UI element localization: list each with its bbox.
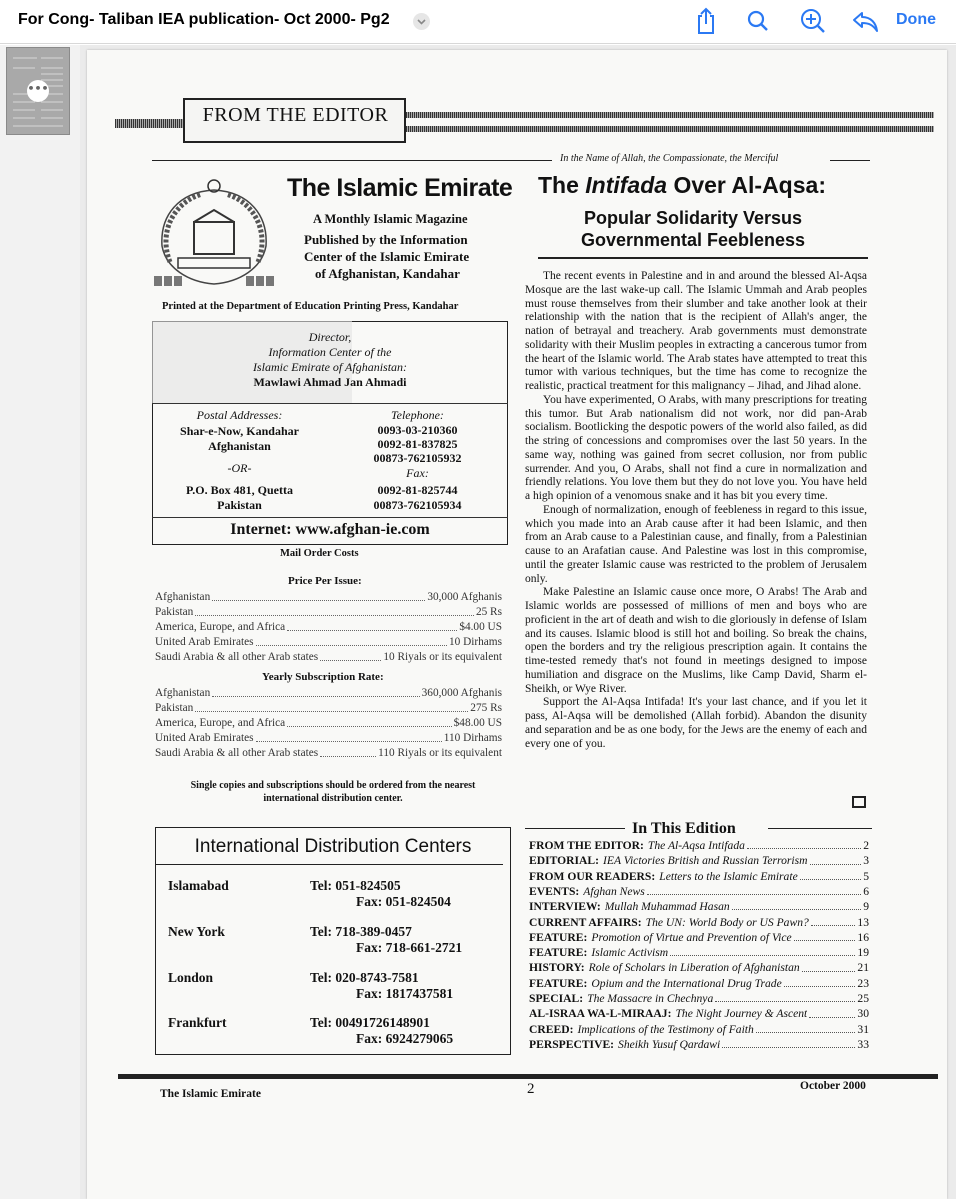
more-options-icon[interactable]: •••: [27, 80, 49, 102]
rate-row: [155, 650, 502, 665]
rate-region: Saudi Arabia & all other Arab states: [155, 747, 319, 759]
rate-row: [155, 716, 502, 731]
page-number: 2: [527, 1081, 535, 1097]
toc-section: PERSPECTIVE:: [529, 1037, 615, 1051]
phone-heading: Telephone:: [391, 408, 444, 422]
rate-price: 30,000 Afghanis: [427, 591, 502, 603]
toc-page: 25: [857, 992, 869, 1005]
fax-number: 0092-81-825744: [377, 483, 458, 497]
city-name: New York: [168, 924, 225, 939]
toc-item[interactable]: [529, 853, 869, 868]
postal-line: Shar-e-Now, Kandahar: [180, 424, 299, 438]
dot-leader: [287, 620, 457, 631]
fax-number: Fax: 718-661-2721: [356, 940, 463, 955]
toc-item[interactable]: [529, 991, 869, 1006]
share-icon[interactable]: [690, 6, 722, 36]
toc-item[interactable]: [529, 884, 869, 899]
toc-page: 9: [863, 900, 869, 914]
toc-article: Promotion of Virtue and Prevention of Vice: [591, 930, 792, 944]
emblem-icon: [148, 172, 280, 290]
dot-leader: [800, 869, 861, 880]
dot-leader: [287, 716, 451, 727]
toc-article: Islamic Activism: [591, 946, 669, 960]
document-title: For Cong- Taliban IEA publication- Oct 2000- Pg2: [18, 11, 390, 28]
director-line: Islamic Emirate of Afghanistan:: [252, 360, 408, 374]
dot-leader: [784, 976, 856, 987]
header-rule: [406, 112, 934, 118]
article-paragraph: Make Palestine an Islamic cause once more, O Arabs! The Arab and Islamic worlds are possessed of millions of men and boys who are proficient in the art of death and wish to die gloriously in defense of Islam and its causes. Islamic blood is still hot and boiling. So break the chains, open the borders and try the religious prescription again. It contains the time-tested remedy that's not found in meetings designed to impose humiliation and disgrace on the Muslims, like Camp David, Sharm el-Sheikh, or Wye River.: [525, 586, 867, 695]
tel-number: Tel: 051-824505: [310, 878, 401, 893]
toc-page: 21: [857, 961, 869, 975]
city-name: Frankfurt: [168, 1015, 227, 1030]
dot-leader: [320, 746, 376, 757]
dot-leader: [647, 884, 861, 895]
rule: [155, 864, 503, 865]
toc-page: 6: [863, 884, 869, 898]
article-paragraph: The recent events in Palestine and in and around the blessed Al-Aqsa Mosque are the last wake-up call. The Islamic Ummah and Arab peoples must rouse themselves from their slumber and take another look at their relationship with the nation that is the recipient of Allah's anger, the nation of betrayal and treachery. Arab governments must demonstrate solidarity with their Muslim peoples in extracting a cancerous tumor from the heart of the Islamic world. The Arab states have attempted to treat this tumor with various techniques, but the time has come to recognize the realistic, practical treatment for this malignancy – Jihad, and Jihad alone.: [525, 270, 867, 392]
toc-page: 13: [857, 915, 869, 929]
toc-page: 33: [857, 1037, 869, 1051]
city-name: Islamabad: [168, 878, 229, 893]
postal-line: Afghanistan: [208, 439, 271, 453]
toc-article: Implications of the Testimony of Faith: [577, 1022, 754, 1036]
toc-section: FROM OUR READERS:: [529, 869, 656, 883]
magazine-name: The Islamic Emirate: [287, 174, 513, 202]
distribution-title: International Distribution Centers: [194, 836, 472, 857]
footer-title: The Islamic Emirate: [160, 1088, 261, 1100]
publisher-line: Center of the Islamic Emirate: [304, 249, 470, 264]
toc-item[interactable]: [529, 960, 869, 975]
rate-price: $48.00 US: [453, 717, 502, 729]
rate-price: 10 Dirhams: [448, 636, 502, 648]
toc-article: Role of Scholars in Liberation of Afghanistan: [588, 961, 800, 975]
article-title-italic: Intifada: [585, 172, 668, 198]
phone-number: 0093-03-210360: [377, 423, 458, 437]
fax-number: Fax: 051-824504: [356, 894, 451, 909]
price-heading: Price Per Issue:: [288, 575, 362, 587]
toc-article: Opium and the International Drug Trade: [591, 976, 782, 990]
yearly-heading: Yearly Subscription Rate:: [262, 671, 384, 683]
toc-article: The Al-Aqsa Intifada: [647, 839, 745, 852]
postal-heading: Postal Addresses:: [196, 408, 283, 422]
toc-item[interactable]: [529, 1006, 869, 1021]
toc-section: AL-ISRAA WA-L-MIRAAJ:: [529, 1007, 672, 1021]
dot-leader: [810, 853, 862, 864]
dot-leader: [212, 686, 419, 697]
toc-article: Afghan News: [583, 884, 645, 898]
toc-section: EVENTS:: [529, 884, 580, 898]
postal-line: Pakistan: [217, 498, 262, 512]
dot-leader: [212, 590, 425, 601]
done-button[interactable]: Done: [896, 11, 936, 28]
rule: [152, 517, 508, 518]
article-title-part: The: [538, 172, 579, 198]
markup-icon[interactable]: [797, 6, 829, 36]
fax-number: 00873-762105934: [373, 498, 462, 512]
dot-leader: [811, 915, 856, 926]
phone-number: 0092-81-837825: [377, 437, 458, 451]
toc-item[interactable]: [529, 976, 869, 991]
dot-leader: [195, 605, 474, 616]
rule: [152, 403, 508, 404]
phone-number: 00873-762105932: [373, 451, 462, 465]
toc-article: The UN: World Body or US Pawn?: [645, 915, 809, 929]
tel-number: Tel: 718-389-0457: [310, 924, 412, 939]
rate-row: [155, 590, 502, 605]
footer-date: October 2000: [800, 1080, 866, 1092]
rate-region: Pakistan: [155, 606, 194, 618]
toolbar: [0, 0, 956, 44]
printed-note: Printed at the Department of Education Printing Press, Kandahar: [162, 301, 459, 312]
rate-row: [155, 635, 502, 650]
rule: [538, 257, 868, 259]
rate-row: [155, 605, 502, 620]
toc-item[interactable]: [529, 1022, 869, 1037]
rate-price: 360,000 Afghanis: [421, 687, 502, 699]
toc-page: 23: [857, 976, 869, 990]
toc-section: HISTORY:: [529, 961, 585, 975]
toc-article: Sheikh Yusuf Qardawi: [618, 1037, 721, 1051]
dot-leader: [320, 650, 381, 661]
edition-title: In This Edition: [632, 820, 736, 837]
dot-leader: [802, 960, 856, 971]
dot-leader: [195, 701, 468, 712]
rate-row: [155, 620, 502, 635]
toc-item[interactable]: [529, 945, 869, 960]
toc-item[interactable]: [529, 930, 869, 945]
dot-leader: [256, 731, 442, 742]
city-name: London: [168, 970, 214, 985]
fax-heading: Fax:: [406, 466, 429, 480]
internet-address: Internet: www.afghan-ie.com: [230, 521, 430, 538]
dot-leader: [732, 899, 862, 910]
postal-or: -OR-: [227, 461, 252, 475]
toc-page: 30: [857, 1007, 869, 1021]
toc-section: CREED:: [529, 1022, 574, 1036]
search-icon[interactable]: [742, 6, 774, 36]
toc-article: The Night Journey & Ascent: [675, 1007, 808, 1021]
director-line: Information Center of the: [268, 345, 392, 359]
toc-section: FROM THE EDITOR:: [529, 839, 644, 852]
dot-leader: [809, 1006, 855, 1017]
rate-price: 275 Rs: [470, 702, 502, 714]
rate-price: 25 Rs: [475, 606, 502, 618]
rate-region: Afghanistan: [155, 591, 211, 603]
dot-leader: [756, 1022, 856, 1033]
toc-section: CURRENT AFFAIRS:: [529, 915, 642, 929]
rate-region: Afghanistan: [155, 687, 211, 699]
magazine-subtitle: A Monthly Islamic Magazine: [313, 212, 468, 226]
toc-item[interactable]: [529, 915, 869, 930]
toc-page: 16: [857, 930, 869, 944]
footnote: international distribution center.: [263, 793, 403, 804]
publisher-line: Published by the Information: [304, 232, 468, 247]
chevron-down-icon[interactable]: [413, 13, 430, 30]
toc-article: Mullah Muhammad Hasan: [604, 900, 730, 914]
rate-region: Pakistan: [155, 702, 194, 714]
mail-order-heading: Mail Order Costs: [280, 548, 359, 559]
dot-leader: [670, 945, 855, 956]
tel-number: Tel: 00491726148901: [310, 1015, 430, 1030]
footer-rule: [118, 1074, 938, 1079]
toc-article: Letters to the Islamic Emirate: [659, 869, 798, 883]
rule: [152, 160, 552, 161]
toc-page: 3: [863, 854, 869, 868]
reply-icon[interactable]: [850, 6, 882, 36]
toc-page: 5: [863, 869, 869, 883]
end-mark-icon: [852, 796, 866, 808]
postal-line: P.O. Box 481, Quetta: [186, 483, 293, 497]
banner-title: FROM THE EDITOR: [202, 104, 389, 126]
rate-row: [155, 686, 502, 701]
article-title: [538, 172, 826, 199]
fax-number: Fax: 6924279065: [356, 1031, 454, 1046]
toc-item[interactable]: [529, 899, 869, 914]
header-rule: [406, 126, 934, 132]
article-subtitle: Governmental Feebleness: [580, 230, 806, 250]
article-body: [525, 270, 867, 751]
rate-price: 10 Riyals or its equivalent: [383, 651, 502, 663]
rule: [830, 160, 870, 161]
rate-region: America, Europe, and Africa: [155, 621, 286, 633]
toc-item[interactable]: [529, 1037, 869, 1052]
dot-leader: [794, 930, 856, 941]
rate-row: [155, 746, 502, 761]
toc-section: FEATURE:: [529, 976, 588, 990]
thumbnail-sidebar: [0, 45, 80, 1199]
toc-section: EDITORIAL:: [529, 854, 600, 868]
toc-section: INTERVIEW:: [529, 900, 601, 914]
rate-price: 110 Dirhams: [443, 732, 502, 744]
rate-region: United Arab Emirates: [155, 636, 254, 648]
dot-leader: [256, 635, 447, 646]
header-rule: [115, 119, 185, 128]
fax-number: Fax: 1817437581: [356, 986, 454, 1001]
rate-region: United Arab Emirates: [155, 732, 254, 744]
toc-page: 19: [857, 946, 869, 960]
director-name: Mawlawi Ahmad Jan Ahmadi: [253, 375, 407, 389]
toc-item[interactable]: [529, 869, 869, 884]
rate-region: America, Europe, and Africa: [155, 717, 286, 729]
rate-region: Saudi Arabia & all other Arab states: [155, 651, 319, 663]
toc-article: The Massacre in Chechnya: [587, 992, 714, 1005]
toc-section: FEATURE:: [529, 930, 588, 944]
rule: [768, 828, 872, 829]
rate-price: $4.00 US: [459, 621, 502, 633]
dot-leader: [715, 991, 855, 1002]
article-paragraph: Support the Al-Aqsa Intifada! It's your last chance, and if you let it pass, Al-Aqsa will be demolished (Allah forbid). Abandon the disunity and separation and be as one body, for the Jews are the enemy of each and every one of you.: [525, 696, 867, 750]
toc-page: 2: [863, 839, 869, 852]
article-paragraph: Enough of normalization, enough of feebleness in regard to this issue, which you made into an Arab cause after it had been Islamic, and then from an Arab cause to a Palestinian cause, and finally, from a Palestinian cause to an Arafatian cause. And Palestine was lost in this compromise, until the greater Islamic cause was restricted to the problem of Jerusalem only.: [525, 503, 867, 585]
dot-leader: [747, 838, 861, 849]
article-title-part: Over Al-Aqsa:: [673, 172, 826, 198]
rule: [525, 828, 625, 829]
dot-leader: [722, 1037, 855, 1048]
article-paragraph: You have experimented, O Arabs, with many prescriptions for treating this tumor. But Arab nationalism did not work, nor did pan-Arab socialism. Bootlicking the despotic powers of the world also failed, as did the string of concessions and compromises over the last 50 years. In the same way, nothing was gained from secret collusion, nor from public surrender. And you, O Arabs, shall not find a cure in normalization and friendly relations. You love them but they do not love you. You have held a high opinion of a venomous snake and it has bit you every time.: [525, 393, 867, 502]
director-line: Director,: [308, 330, 352, 344]
publisher-line: of Afghanistan, Kandahar: [315, 266, 460, 281]
rate-price: 110 Riyals or its equivalent: [378, 747, 502, 759]
toc-section: FEATURE:: [529, 946, 588, 960]
toc-page: 31: [857, 1022, 869, 1036]
footnote: Single copies and subscriptions should be ordered from the nearest: [190, 780, 476, 791]
toc-article: IEA Victories British and Russian Terrorism: [603, 854, 808, 868]
toc-item[interactable]: [529, 838, 869, 853]
tel-number: Tel: 020-8743-7581: [310, 970, 419, 985]
toc-section: SPECIAL:: [529, 992, 584, 1005]
article-subtitle: Popular Solidarity Versus: [583, 208, 803, 228]
rate-row: [155, 701, 502, 716]
invocation: In the Name of Allah, the Compassionate, the Merciful: [560, 153, 779, 164]
rate-row: [155, 731, 502, 746]
